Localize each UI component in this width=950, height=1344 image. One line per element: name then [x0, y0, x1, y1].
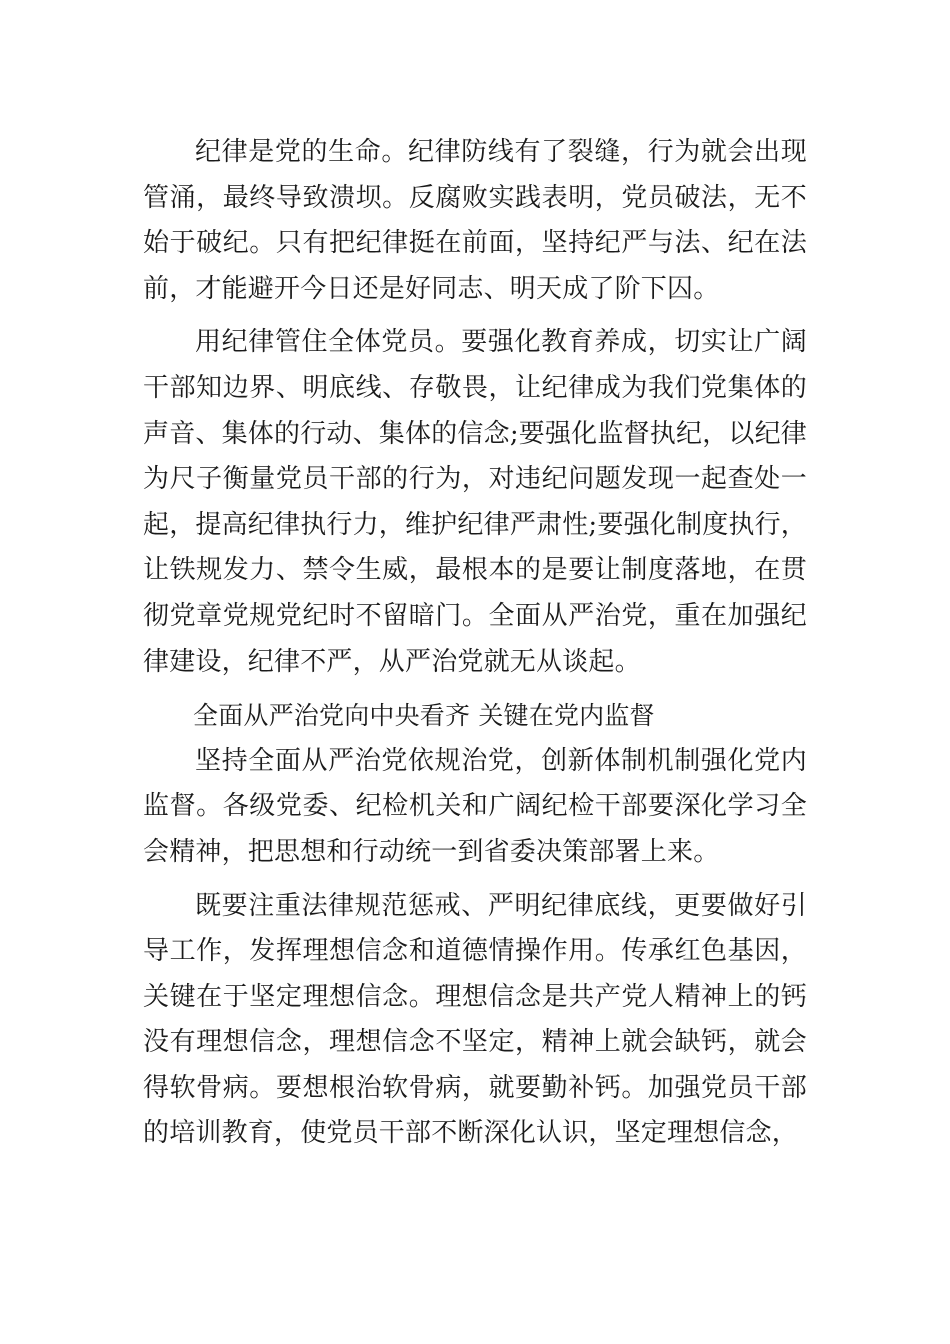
paragraph-supervision: 坚持全面从严治党依规治党，创新体制机制强化党内监督。各级党委、纪检机关和广阔纪检干部要深化学习全会精神，把思想和行动统一到省委决策部署上来。 [143, 745, 807, 867]
document-body [143, 130, 807, 1165]
paragraph-discipline-life: 纪律是党的生命。纪律防线有了裂缝，行为就会出现管涌，最终导致溃坝。反腐败实践表明，党员破法，无不始于破纪。只有把纪律挺在前面，坚持纪严与法、纪在法前，才能避开今日还是好同志、明天成了阶下囚。 [143, 137, 807, 304]
paragraph-ideals: 既要注重法律规范惩戒、严明纪律底线，更要做好引导工作，发挥理想信念和道德情操作用。传承红色基因，关键在于坚定理想信念。理想信念是共产党人精神上的钙没有理想信念，理想信念不坚定，精神上就会缺钙，就会得软骨病。要想根治软骨病，就要勤补钙。加强党员干部的培训教育，使党员干部不断深化认识，坚定理想信念， [143, 890, 807, 1149]
paragraph-discipline-manage: 用纪律管住全体党员。要强化教育养成，切实让广阔干部知边界、明底线、存敬畏，让纪律成为我们党集体的声音、集体的行动、集体的信念;要强化监督执纪，以纪律为尺子衡量党员干部的行为，对违纪问题发现一起查处一起，提高纪律执行力，维护纪律严肃性;要强化制度执行，让铁规发力、禁令生威，最根本的是要让制度落地，在贯彻党章党规党纪时不留暗门。全面从严治党，重在加强纪律建设，纪律不严，从严治党就无从谈起。 [143, 327, 807, 677]
section-heading: 全面从严治党向中央看齐 关键在党内监督 [193, 701, 655, 731]
